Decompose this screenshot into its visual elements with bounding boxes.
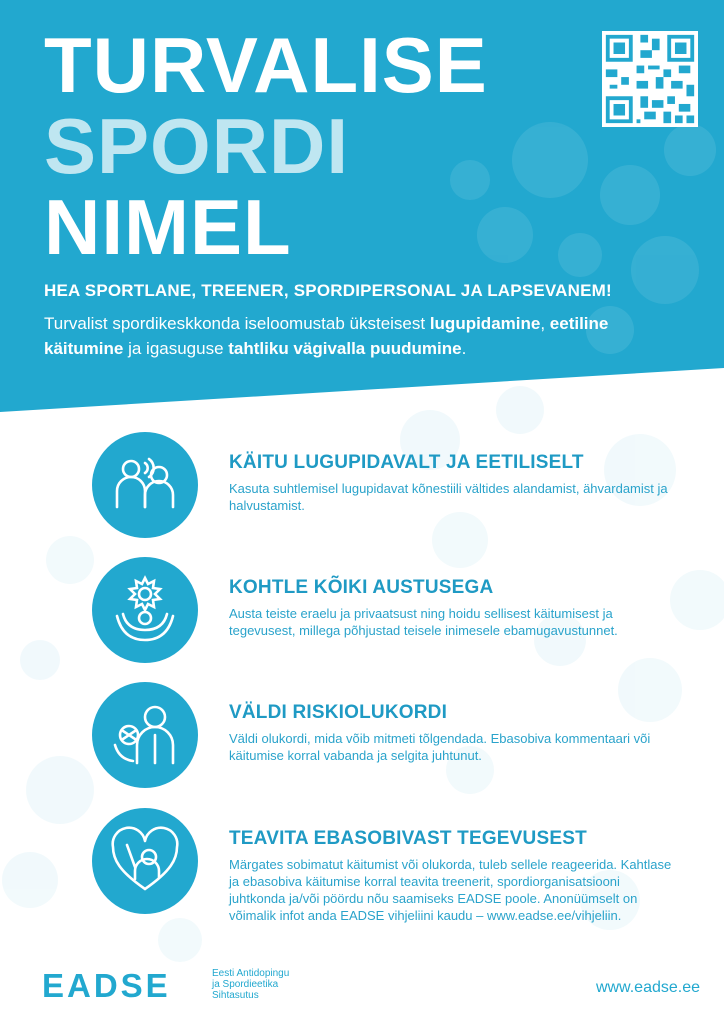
- guideline-item: [92, 432, 702, 556]
- greeting: HEA SPORTLANE, TREENER, SPORDIPERSONAL JA LAPSEVANEM!: [44, 281, 612, 300]
- item-icon-circle: [92, 682, 198, 788]
- conversation-people-icon: [109, 449, 181, 521]
- item-icon-circle: [92, 432, 198, 538]
- intro-text: Turvalist spordikeskkonda iseloomustab üksteisest lugupidamine, eetiline käitumine ja igasuguse tahtliku vägivalla puudumine.: [44, 314, 609, 358]
- title-line-1: TURVALISE: [44, 21, 488, 109]
- organization-name: Eesti Antidopingu ja Spordieetika Sihtasutus: [212, 968, 290, 1001]
- guideline-item: [92, 682, 702, 806]
- heart-report-icon: [109, 825, 181, 897]
- item-title: KOHTLE KÕIKI AUSTUSEGA: [229, 577, 494, 598]
- title-line-3: NIMEL: [44, 183, 292, 271]
- title-line-2: SPORDI: [44, 102, 350, 190]
- guideline-item: [92, 808, 702, 932]
- item-title: KÄITU LUGUPIDAVALT JA EETILISELT: [229, 452, 584, 473]
- item-text: Märgates sobimatut käitumist või olukorda, tuleb sellele reageerida. Kahtlase ja ebasobiva käitumise korral teavita treenerit, spordiorganisatsiooni juhtkonda ja/või pöördu nõu saamiseks EADSE poole. Anonüümselt on võimalik infot anda EADSE vihjeliini kaudu – www.eadse.ee/vihjeliin.: [229, 857, 672, 923]
- person-respect-icon: [109, 574, 181, 646]
- item-text: Väldi olukordi, mida võib mitmeti tõlgendada. Ebasobiva kommentaari või käitumise korral vabanda ja selgita juhtunut.: [229, 731, 651, 763]
- item-title: TEAVITA EBASOBIVAST TEGEVUSEST: [229, 828, 587, 849]
- item-title: VÄLDI RISKIOLUKORDI: [229, 702, 448, 723]
- item-text: Kasuta suhtlemisel lugupidavat kõnestiili vältides alandamist, ähvardamist ja halvustamist.: [229, 481, 668, 513]
- guideline-item: [92, 557, 702, 681]
- risk-situation-icon: [109, 699, 181, 771]
- item-icon-circle: [92, 808, 198, 914]
- item-icon-circle: [92, 557, 198, 663]
- footer-website-link[interactable]: www.eadse.ee: [595, 979, 700, 996]
- logo-mark: EADSE: [42, 967, 171, 1004]
- qr-code-icon[interactable]: [602, 31, 698, 127]
- item-text: Austa teiste eraelu ja privaatsust ning hoidu sellisest käitumisest ja tegevusest, millega põhjustad teisele inimesele ebamugavustunnet.: [229, 606, 618, 638]
